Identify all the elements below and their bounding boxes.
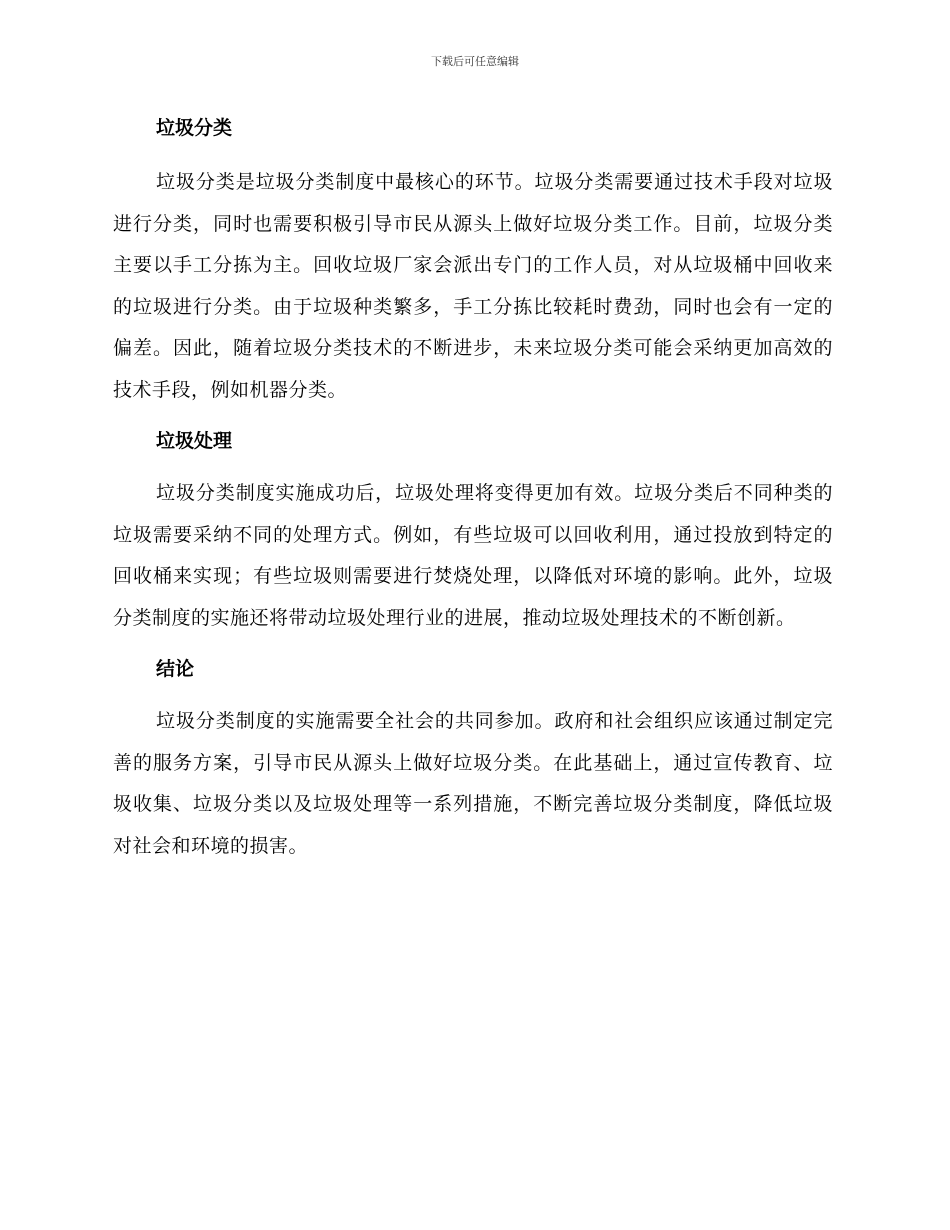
section-heading-sorting: 垃圾分类 <box>156 117 233 139</box>
document-body <box>113 108 833 867</box>
section-heading-processing: 垃圾处理 <box>156 430 233 452</box>
section-paragraph-sorting: 垃圾分类是垃圾分类制度中最核心的环节。垃圾分类需要通过技术手段对垃圾进行分类，同时也需要积极引导市民从源头上做好垃圾分类工作。目前，垃圾分类主要以手工分拣为主。回收垃圾厂家会派出专门的工作人员，对从垃圾桶中回收来的垃圾进行分类。由于垃圾种类繁多，手工分拣比较耗时费劲，同时也会有一定的偏差。因此，随着垃圾分类技术的不断进步，未来垃圾分类可能会采纳更加高效的技术手段，例如机器分类。 <box>113 171 833 401</box>
section-heading-conclusion: 结论 <box>156 658 195 680</box>
section-paragraph-processing: 垃圾分类制度实施成功后，垃圾处理将变得更加有效。垃圾分类后不同种类的垃圾需要采纳不同的处理方式。例如，有些垃圾可以回收利用，通过投放到特定的回收桶来实现；有些垃圾则需要进行焚烧处理，以降低对环境的影响。此外，垃圾分类制度的实施还将带动垃圾处理行业的进展，推动垃圾处理技术的不断创新。 <box>113 482 833 629</box>
section-paragraph-conclusion: 垃圾分类制度的实施需要全社会的共同参加。政府和社会组织应该通过制定完善的服务方案，引导市民从源头上做好垃圾分类。在此基础上，通过宣传教育、垃圾收集、垃圾分类以及垃圾处理等一系列措施，不断完善垃圾分类制度，降低垃圾对社会和环境的损害。 <box>113 710 833 857</box>
page-header: 下载后可任意编辑 <box>431 55 519 68</box>
